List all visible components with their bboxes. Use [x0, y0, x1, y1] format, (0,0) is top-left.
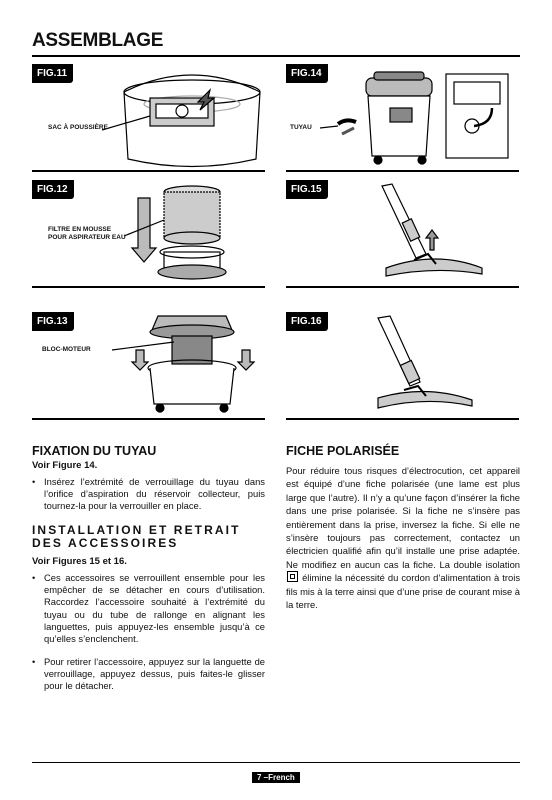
figure-11	[32, 64, 265, 172]
fig13-label: FIG.13	[32, 312, 74, 331]
fiche-text-a: Pour réduire tous risques d’électrocution, cet appareil est équipé d’une fiche polarisée (une lame est plus large que l’autre). Il n’y a qu’une façon d’insérer la fiche dans une prise polarisée. Si la fiche ne s’insère pas entièrement dans la prise, inversez la fiche. Si elle ne s’insère toujours pas correctement, contactez un électricien qualifié afin qu’il installe une prise adaptée. Ne modifiez en aucun cas la fiche. La double isolation	[286, 465, 520, 570]
figure-16	[286, 312, 519, 420]
fig12-callout: FILTRE EN MOUSSE POUR ASPIRATEUR EAU	[48, 226, 126, 241]
fig13-callout: BLOC-MOTEUR	[42, 346, 91, 353]
figure-14	[286, 64, 519, 172]
fig16-label: FIG.16	[286, 312, 328, 331]
title-rule	[32, 55, 520, 57]
figure-15	[286, 180, 519, 288]
double-insulation-icon	[287, 571, 298, 582]
page-title: ASSEMBLAGE	[32, 30, 164, 51]
fixation-voir: Voir Figure 14.	[32, 460, 98, 471]
fiche-text-b: élimine la nécessité du cordon d’alimentation à trois fils mis à la terre ainsi que d’une prise de courant mise à la terre.	[286, 572, 521, 611]
fig14-callout: TUYAU	[290, 124, 312, 131]
page-number: 7 –French	[252, 772, 300, 783]
fiche-heading: FICHE POLARISÉE	[286, 444, 400, 458]
fiche-paragraph	[286, 464, 520, 611]
fig12-label: FIG.12	[32, 180, 74, 199]
install-heading: INSTALLATION ET RETRAIT DES ACCESSOIRES	[32, 523, 241, 550]
install-voir: Voir Figures 15 et 16.	[32, 556, 127, 567]
fixation-heading: FIXATION DU TUYAU	[32, 444, 157, 458]
figure-13	[32, 312, 265, 420]
footer-rule	[32, 762, 520, 763]
install-bullet-2: • Pour retirer l’accessoire, appuyez sur la languette de verrouillage, appuyez dessus, puis faites-le glisser pour le détacher.	[32, 656, 265, 693]
fig11-label: FIG.11	[32, 64, 73, 83]
fig11-callout: SAC À POUSSIÈRE	[48, 124, 108, 131]
figure-12	[32, 180, 265, 288]
fig14-label: FIG.14	[286, 64, 328, 83]
fig15-label: FIG.15	[286, 180, 328, 199]
fixation-bullet: • Insérez l’extrémité de verrouillage du tuyau dans l’orifice d’aspiration du réservoir collecteur, puis tournez-la pour la verrouiller en place.	[32, 476, 265, 513]
install-bullet-1: • Ces accessoires se verrouillent ensemble pour les empêcher de se détacher en cours d’utilisation. Raccordez l’accessoire souhaité à l’extrémité du tuyau ou du tube de rallonge en alignant les languettes, puis appuyez-les ensemble jusqu’à ce qu’elles s’enclenchent.	[32, 572, 265, 645]
